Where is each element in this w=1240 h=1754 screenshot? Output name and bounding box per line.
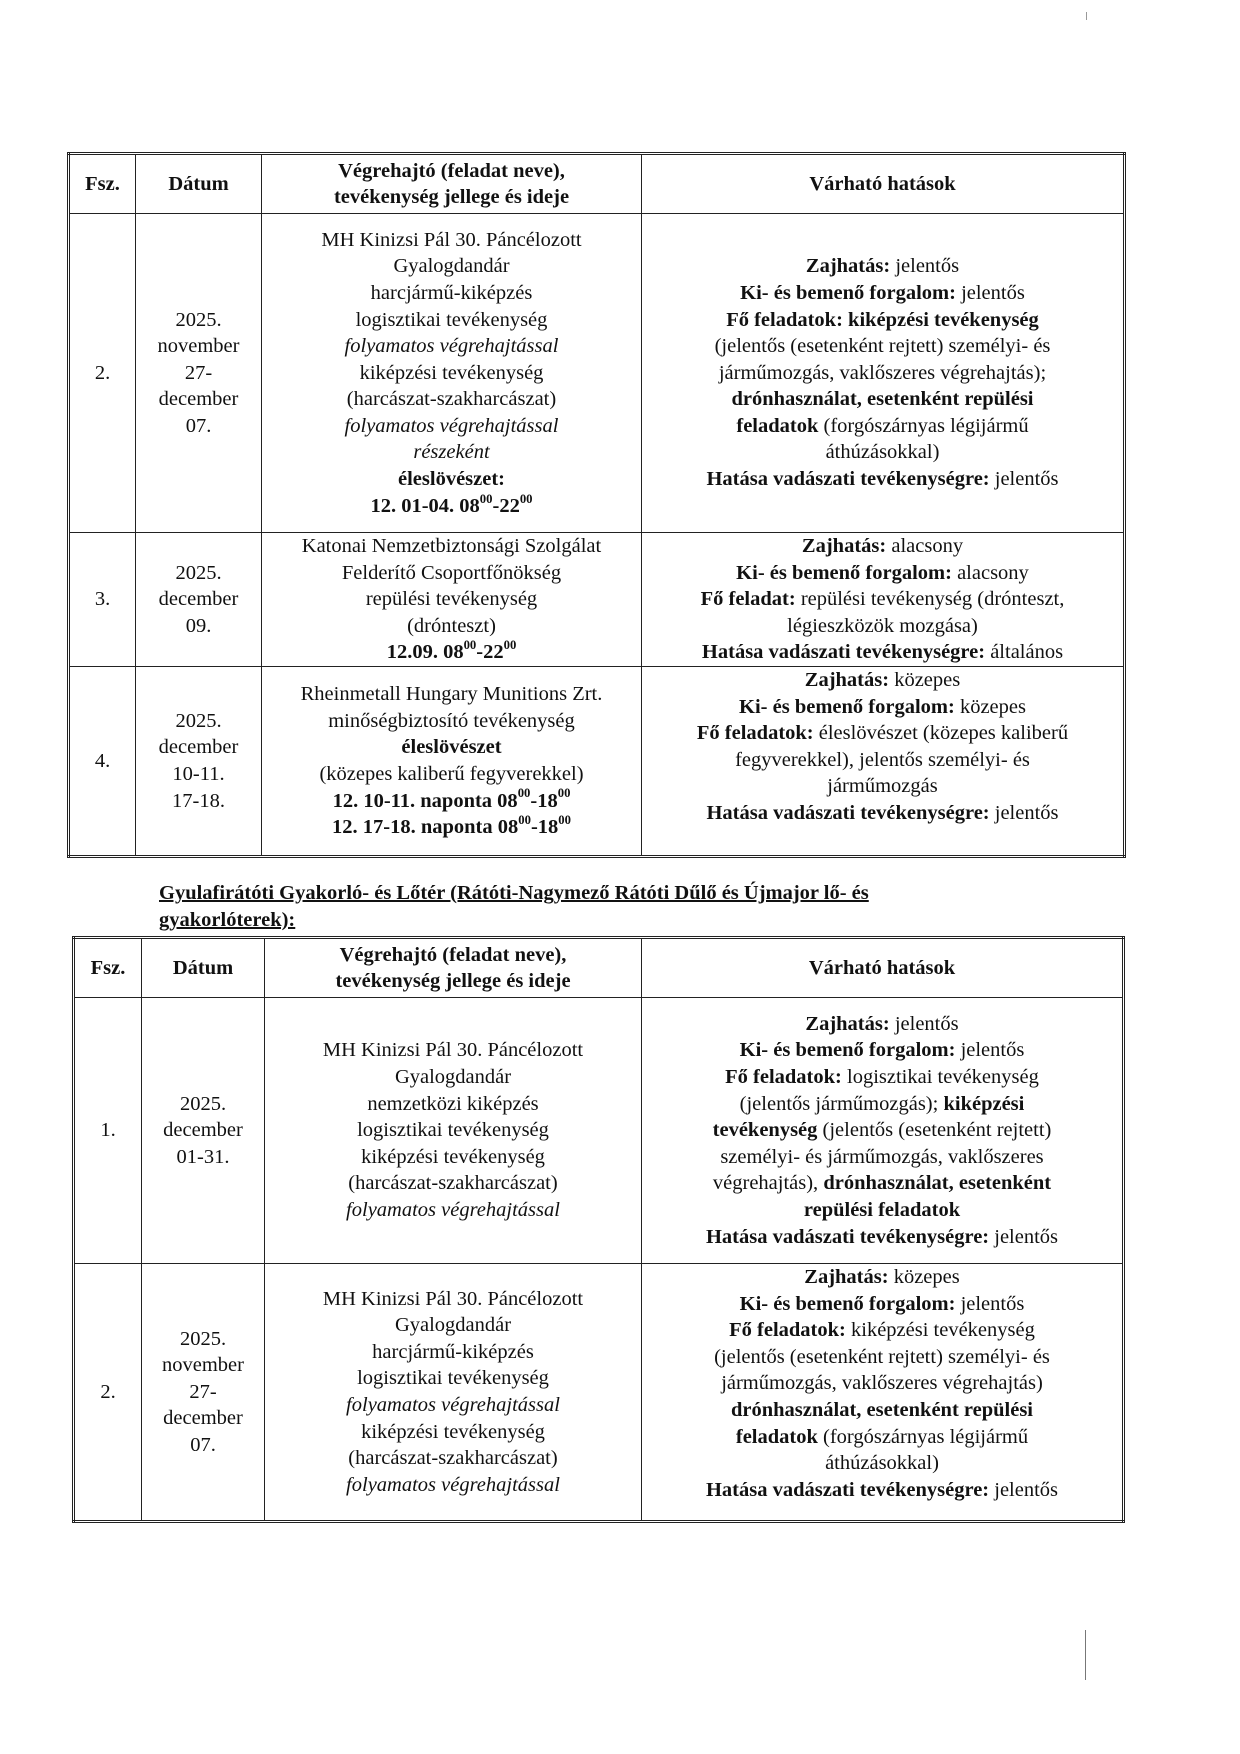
row-date bbox=[142, 1264, 265, 1522]
row-executor bbox=[262, 214, 642, 533]
executor-line: Rheinmetall Hungary Munitions Zrt. bbox=[300, 683, 603, 706]
header-executor-line2: tevékenység jellege és ideje bbox=[333, 186, 570, 208]
effects-line bbox=[646, 773, 1119, 800]
executor-line: minőségbiztosító tevékenység bbox=[328, 709, 575, 732]
row-executor bbox=[262, 533, 642, 667]
effects-label: Zajhatás: bbox=[804, 668, 890, 691]
effects-label: tevékenység bbox=[712, 1119, 818, 1142]
effects-value: jelentős bbox=[989, 801, 1059, 824]
header-no: Fsz. bbox=[69, 154, 136, 214]
effects-value: járműmozgás, vaklőszeres végrehajtás); bbox=[718, 361, 1047, 384]
effects-label: Hatása vadászati tevékenységre: bbox=[705, 1478, 990, 1501]
effects-value: (forgószárnyas légijármű bbox=[817, 1425, 1029, 1448]
effects-label: Fő feladatok: bbox=[729, 1319, 846, 1342]
effects-line bbox=[646, 586, 1119, 613]
header-date: Dátum bbox=[142, 938, 265, 998]
header-effects: Várható hatások bbox=[642, 938, 1124, 998]
executor-line: (közepes kaliberű fegyverekkel) bbox=[319, 762, 584, 785]
effects-value: áthúzásokkal) bbox=[825, 1452, 939, 1475]
effects-value: jelentős bbox=[989, 468, 1059, 491]
effects-value: járműmozgás, vaklőszeres végrehajtás) bbox=[721, 1372, 1043, 1395]
effects-label: Fő feladatok: bbox=[725, 1066, 842, 1089]
row-executor bbox=[265, 998, 642, 1264]
effects-value: közepes bbox=[954, 695, 1026, 718]
effects-line bbox=[646, 333, 1119, 360]
effects-line bbox=[646, 639, 1119, 666]
executor-line: 12. 01-04. $08^{00}-22^{00}$ bbox=[370, 491, 533, 517]
executor-line: harcjármű-kiképzés bbox=[370, 281, 533, 304]
effects-label: Hatása vadászati tevékenységre: bbox=[706, 468, 990, 491]
effects-label: drónhasználat, esetenként bbox=[823, 1172, 1052, 1195]
executor-line: kiképzési tevékenység bbox=[359, 361, 544, 384]
row-number: 2. bbox=[69, 214, 136, 533]
executor-line: nemzetközi kiképzés bbox=[367, 1092, 539, 1115]
effects-label: Ki- és bemenő forgalom: bbox=[739, 1292, 956, 1315]
effects-value: (jelentős (esetenként rejtett) személyi- és bbox=[714, 335, 1051, 358]
time-superscript: 00 bbox=[557, 786, 571, 801]
effects-value: járműmozgás bbox=[827, 775, 938, 798]
effects-value: jelentős bbox=[989, 1225, 1059, 1248]
effects-label: Zajhatás: bbox=[801, 535, 887, 557]
date-line: 17-18. bbox=[172, 789, 225, 812]
scan-mark bbox=[1086, 12, 1087, 20]
date-line: 2025. bbox=[179, 1327, 227, 1350]
effects-line bbox=[646, 560, 1119, 587]
executor-line: 12. 10-11. naponta $08^{00}-18^{00}$ bbox=[332, 786, 571, 812]
row-executor bbox=[265, 1264, 642, 1522]
row-date bbox=[136, 666, 262, 856]
executor-line: folyamatos végrehajtással bbox=[344, 414, 559, 437]
table-row bbox=[74, 1264, 1124, 1522]
effects-label: feladatok bbox=[735, 1425, 818, 1448]
executor-line: (drónteszt) bbox=[407, 614, 496, 637]
effects-line bbox=[646, 1317, 1118, 1344]
effects-line bbox=[646, 386, 1119, 413]
row-date bbox=[136, 214, 262, 533]
schedule-table-2 bbox=[72, 936, 1125, 1523]
effects-value: fegyverekkel), jelentős személyi- és bbox=[735, 748, 1030, 771]
executor-line: logisztikai tevékenység bbox=[355, 308, 548, 331]
date-line: 09. bbox=[185, 614, 212, 637]
effects-label: Ki- és bemenő forgalom: bbox=[736, 561, 952, 584]
effects-line bbox=[646, 1011, 1118, 1038]
date-line: 2025. bbox=[175, 709, 222, 732]
effects-line bbox=[646, 1477, 1118, 1504]
executor-line: MH Kinizsi Pál 30. Páncélozott bbox=[322, 1039, 584, 1062]
date-line: 2025. bbox=[179, 1092, 227, 1115]
time-superscript: 00 bbox=[517, 786, 531, 801]
time-superscript: 00 bbox=[479, 491, 493, 506]
date-line: 2025. bbox=[175, 308, 222, 331]
effects-value: általános bbox=[985, 641, 1064, 664]
effects-line bbox=[646, 1397, 1118, 1424]
date-line: november bbox=[157, 335, 240, 358]
effects-value: alacsony bbox=[886, 535, 964, 557]
effects-line bbox=[646, 253, 1119, 280]
effects-value: jelentős bbox=[989, 1478, 1059, 1501]
header-executor bbox=[262, 154, 642, 214]
time-superscript: 00 bbox=[518, 813, 531, 828]
row-number: 3. bbox=[69, 533, 136, 667]
effects-label: Zajhatás: bbox=[805, 1012, 890, 1035]
effects-value: (jelentős (esetenként rejtett) személyi- és bbox=[714, 1345, 1050, 1368]
date-line: 07. bbox=[190, 1433, 216, 1456]
effects-label: Fő feladatok: kiképzési tevékenység bbox=[726, 308, 1039, 331]
effects-line bbox=[646, 613, 1119, 640]
row-effects bbox=[642, 214, 1125, 533]
effects-label: kiképzési bbox=[943, 1092, 1025, 1115]
executor-line: Felderítő Csoportfőnökség bbox=[341, 561, 562, 584]
effects-value: repülési tevékenység (drónteszt, bbox=[795, 588, 1065, 611]
effects-value: jelentős bbox=[889, 1012, 959, 1035]
executor-line: éleslövészet bbox=[401, 736, 502, 759]
effects-label: Ki- és bemenő forgalom: bbox=[739, 1039, 956, 1062]
effects-value: jelentős bbox=[955, 1039, 1025, 1062]
date-line: 27- bbox=[184, 361, 213, 384]
table-row bbox=[69, 533, 1125, 667]
date-line: 01-31. bbox=[176, 1145, 230, 1168]
executor-line: 12.09. $08^{00}-22^{00}$ bbox=[386, 638, 517, 664]
date-line: november bbox=[162, 1354, 244, 1377]
header-executor-line1: Végrehajtó (feladat neve), bbox=[338, 160, 565, 182]
row-effects bbox=[642, 998, 1124, 1264]
effects-label: drónhasználat, esetenként repülési bbox=[731, 388, 1034, 411]
table-body bbox=[74, 998, 1124, 1522]
effects-label: Ki- és bemenő forgalom: bbox=[739, 695, 955, 718]
effects-value: személyi- és járműmozgás, vaklőszeres bbox=[720, 1145, 1044, 1168]
row-number: 1. bbox=[74, 998, 142, 1264]
executor-line: 12. 17-18. naponta $08^{00}-18^{00}$ bbox=[332, 813, 571, 839]
header-effects: Várható hatások bbox=[642, 154, 1125, 214]
executor-line: repülési tevékenység bbox=[365, 588, 538, 611]
section-heading bbox=[159, 880, 1059, 934]
executor-line: kiképzési tevékenység bbox=[361, 1420, 545, 1443]
effects-line bbox=[646, 1197, 1118, 1224]
effects-value: jelentős bbox=[890, 255, 960, 278]
effects-line bbox=[646, 466, 1119, 493]
executor-line: folyamatos végrehajtással bbox=[346, 1198, 560, 1221]
date-line: december bbox=[163, 1407, 243, 1430]
effects-value: alacsony bbox=[951, 561, 1029, 584]
effects-line bbox=[646, 667, 1119, 694]
effects-line bbox=[646, 1064, 1118, 1091]
effects-label: repülési feladatok bbox=[803, 1198, 961, 1221]
header-executor-line2: tevékenység jellege és ideje bbox=[335, 970, 571, 992]
scan-mark bbox=[1085, 1630, 1086, 1680]
header-executor-line1: Végrehajtó (feladat neve), bbox=[339, 944, 567, 966]
header-date: Dátum bbox=[136, 154, 262, 214]
date-line: december bbox=[158, 388, 239, 411]
effects-line bbox=[646, 413, 1119, 440]
row-date bbox=[136, 533, 262, 667]
effects-label: Ki- és bemenő forgalom: bbox=[740, 281, 956, 304]
executor-line: harcjármű-kiképzés bbox=[372, 1340, 534, 1363]
effects-line bbox=[646, 1037, 1118, 1064]
effects-line bbox=[646, 1291, 1118, 1318]
effects-value: (forgószárnyas légijármű bbox=[818, 414, 1029, 437]
effects-value: kiképzési tevékenység bbox=[845, 1319, 1035, 1342]
date-line: 10-11. bbox=[172, 762, 225, 785]
executor-line: (harcászat-szakharcászat) bbox=[348, 1172, 558, 1195]
effects-line bbox=[646, 1224, 1118, 1251]
executor-line: (harcászat-szakharcászat) bbox=[346, 388, 557, 411]
table-header-row bbox=[69, 154, 1125, 214]
table-body bbox=[69, 214, 1125, 857]
effects-line bbox=[646, 533, 1119, 560]
effects-line bbox=[646, 439, 1119, 466]
row-effects bbox=[642, 666, 1125, 856]
effects-value: (jelentős (esetenként rejtett) bbox=[817, 1119, 1052, 1142]
effects-line bbox=[646, 307, 1119, 334]
executor-line: logisztikai tevékenység bbox=[357, 1367, 549, 1390]
row-number: 4. bbox=[69, 666, 136, 856]
effects-line bbox=[646, 694, 1119, 721]
effects-value: közepes bbox=[888, 1266, 960, 1288]
table-row bbox=[74, 998, 1124, 1264]
effects-line bbox=[646, 1264, 1118, 1291]
row-effects bbox=[642, 533, 1125, 667]
time-superscript: 00 bbox=[503, 638, 517, 653]
executor-line: Gyalogdandár bbox=[394, 1314, 512, 1337]
row-date bbox=[142, 998, 265, 1264]
effects-line bbox=[646, 747, 1119, 774]
date-line: december bbox=[158, 736, 239, 759]
row-effects bbox=[642, 1264, 1124, 1522]
effects-line bbox=[646, 360, 1119, 387]
executor-line: Gyalogdandár bbox=[393, 255, 510, 278]
effects-value: éleslövészet (közepes kaliberű bbox=[813, 722, 1069, 745]
executor-line: logisztikai tevékenység bbox=[357, 1119, 549, 1142]
effects-label: feladatok bbox=[736, 414, 819, 437]
effects-line bbox=[646, 800, 1119, 827]
effects-line bbox=[646, 1144, 1118, 1171]
executor-line: folyamatos végrehajtással bbox=[346, 1473, 560, 1496]
effects-line bbox=[646, 280, 1119, 307]
executor-line: kiképzési tevékenység bbox=[361, 1145, 545, 1168]
row-number: 2. bbox=[74, 1264, 142, 1522]
effects-value: jelentős bbox=[955, 281, 1025, 304]
executor-line: Katonai Nemzetbiztonsági Szolgálat bbox=[301, 535, 602, 557]
table-row bbox=[69, 214, 1125, 533]
date-line: 27- bbox=[189, 1380, 217, 1403]
effects-value: jelentős bbox=[955, 1292, 1025, 1315]
effects-value: logisztikai tevékenység bbox=[841, 1066, 1039, 1089]
executor-line: részeként bbox=[413, 441, 490, 464]
date-line: 2025. bbox=[175, 561, 222, 584]
effects-label: Hatása vadászati tevékenységre: bbox=[705, 1225, 990, 1248]
effects-line bbox=[646, 1117, 1118, 1144]
effects-label: drónhasználat, esetenként repülési bbox=[730, 1398, 1033, 1421]
executor-line: éleslövészet: bbox=[398, 468, 505, 491]
header-no: Fsz. bbox=[74, 938, 142, 998]
table-header-row bbox=[74, 938, 1124, 998]
row-executor bbox=[262, 666, 642, 856]
effects-line bbox=[646, 1424, 1118, 1451]
executor-line: folyamatos végrehajtással bbox=[346, 1394, 560, 1416]
date-line: december bbox=[163, 1119, 243, 1142]
effects-label: Hatása vadászati tevékenységre: bbox=[706, 801, 990, 824]
executor-line: MH Kinizsi Pál 30. Páncélozott bbox=[321, 228, 582, 251]
table-row bbox=[69, 666, 1125, 856]
effects-value: légieszközök mozgása) bbox=[787, 614, 978, 637]
executor-line: MH Kinizsi Pál 30. Páncélozott bbox=[322, 1287, 584, 1310]
time-superscript: 00 bbox=[519, 491, 533, 506]
effects-line bbox=[646, 1450, 1118, 1477]
time-superscript: 00 bbox=[463, 638, 477, 653]
date-line: 07. bbox=[185, 414, 212, 437]
effects-value: közepes bbox=[889, 668, 961, 691]
executor-line: Gyalogdandár bbox=[394, 1066, 512, 1089]
effects-value: (jelentős járműmozgás); bbox=[739, 1092, 944, 1115]
effects-label: Fő feladat: bbox=[700, 588, 796, 611]
section-heading-line2: gyakorlóterek): bbox=[159, 909, 296, 931]
effects-label: Hatása vadászati tevékenységre: bbox=[701, 641, 986, 664]
section-heading-line1: Gyulafirátóti Gyakorló- és Lőtér (Rátóti-Nagymező Rátóti Dűlő és Újmajor lő- és bbox=[159, 882, 869, 904]
date-line: december bbox=[158, 588, 239, 611]
effects-label: Fő feladatok: bbox=[696, 722, 814, 745]
effects-line bbox=[646, 1344, 1118, 1371]
header-executor bbox=[265, 938, 642, 998]
effects-line bbox=[646, 1091, 1118, 1118]
time-superscript: 00 bbox=[558, 813, 571, 828]
effects-label: Zajhatás: bbox=[804, 1266, 889, 1288]
effects-value: áthúzásokkal) bbox=[825, 441, 940, 464]
schedule-table-1 bbox=[67, 152, 1126, 858]
executor-line: (harcászat-szakharcászat) bbox=[348, 1447, 558, 1470]
effects-line bbox=[646, 1370, 1118, 1397]
effects-line bbox=[646, 720, 1119, 747]
effects-line bbox=[646, 1170, 1118, 1197]
executor-line: folyamatos végrehajtással bbox=[344, 335, 559, 358]
effects-value: végrehajtás), bbox=[712, 1172, 824, 1195]
effects-label: Zajhatás: bbox=[805, 255, 891, 278]
